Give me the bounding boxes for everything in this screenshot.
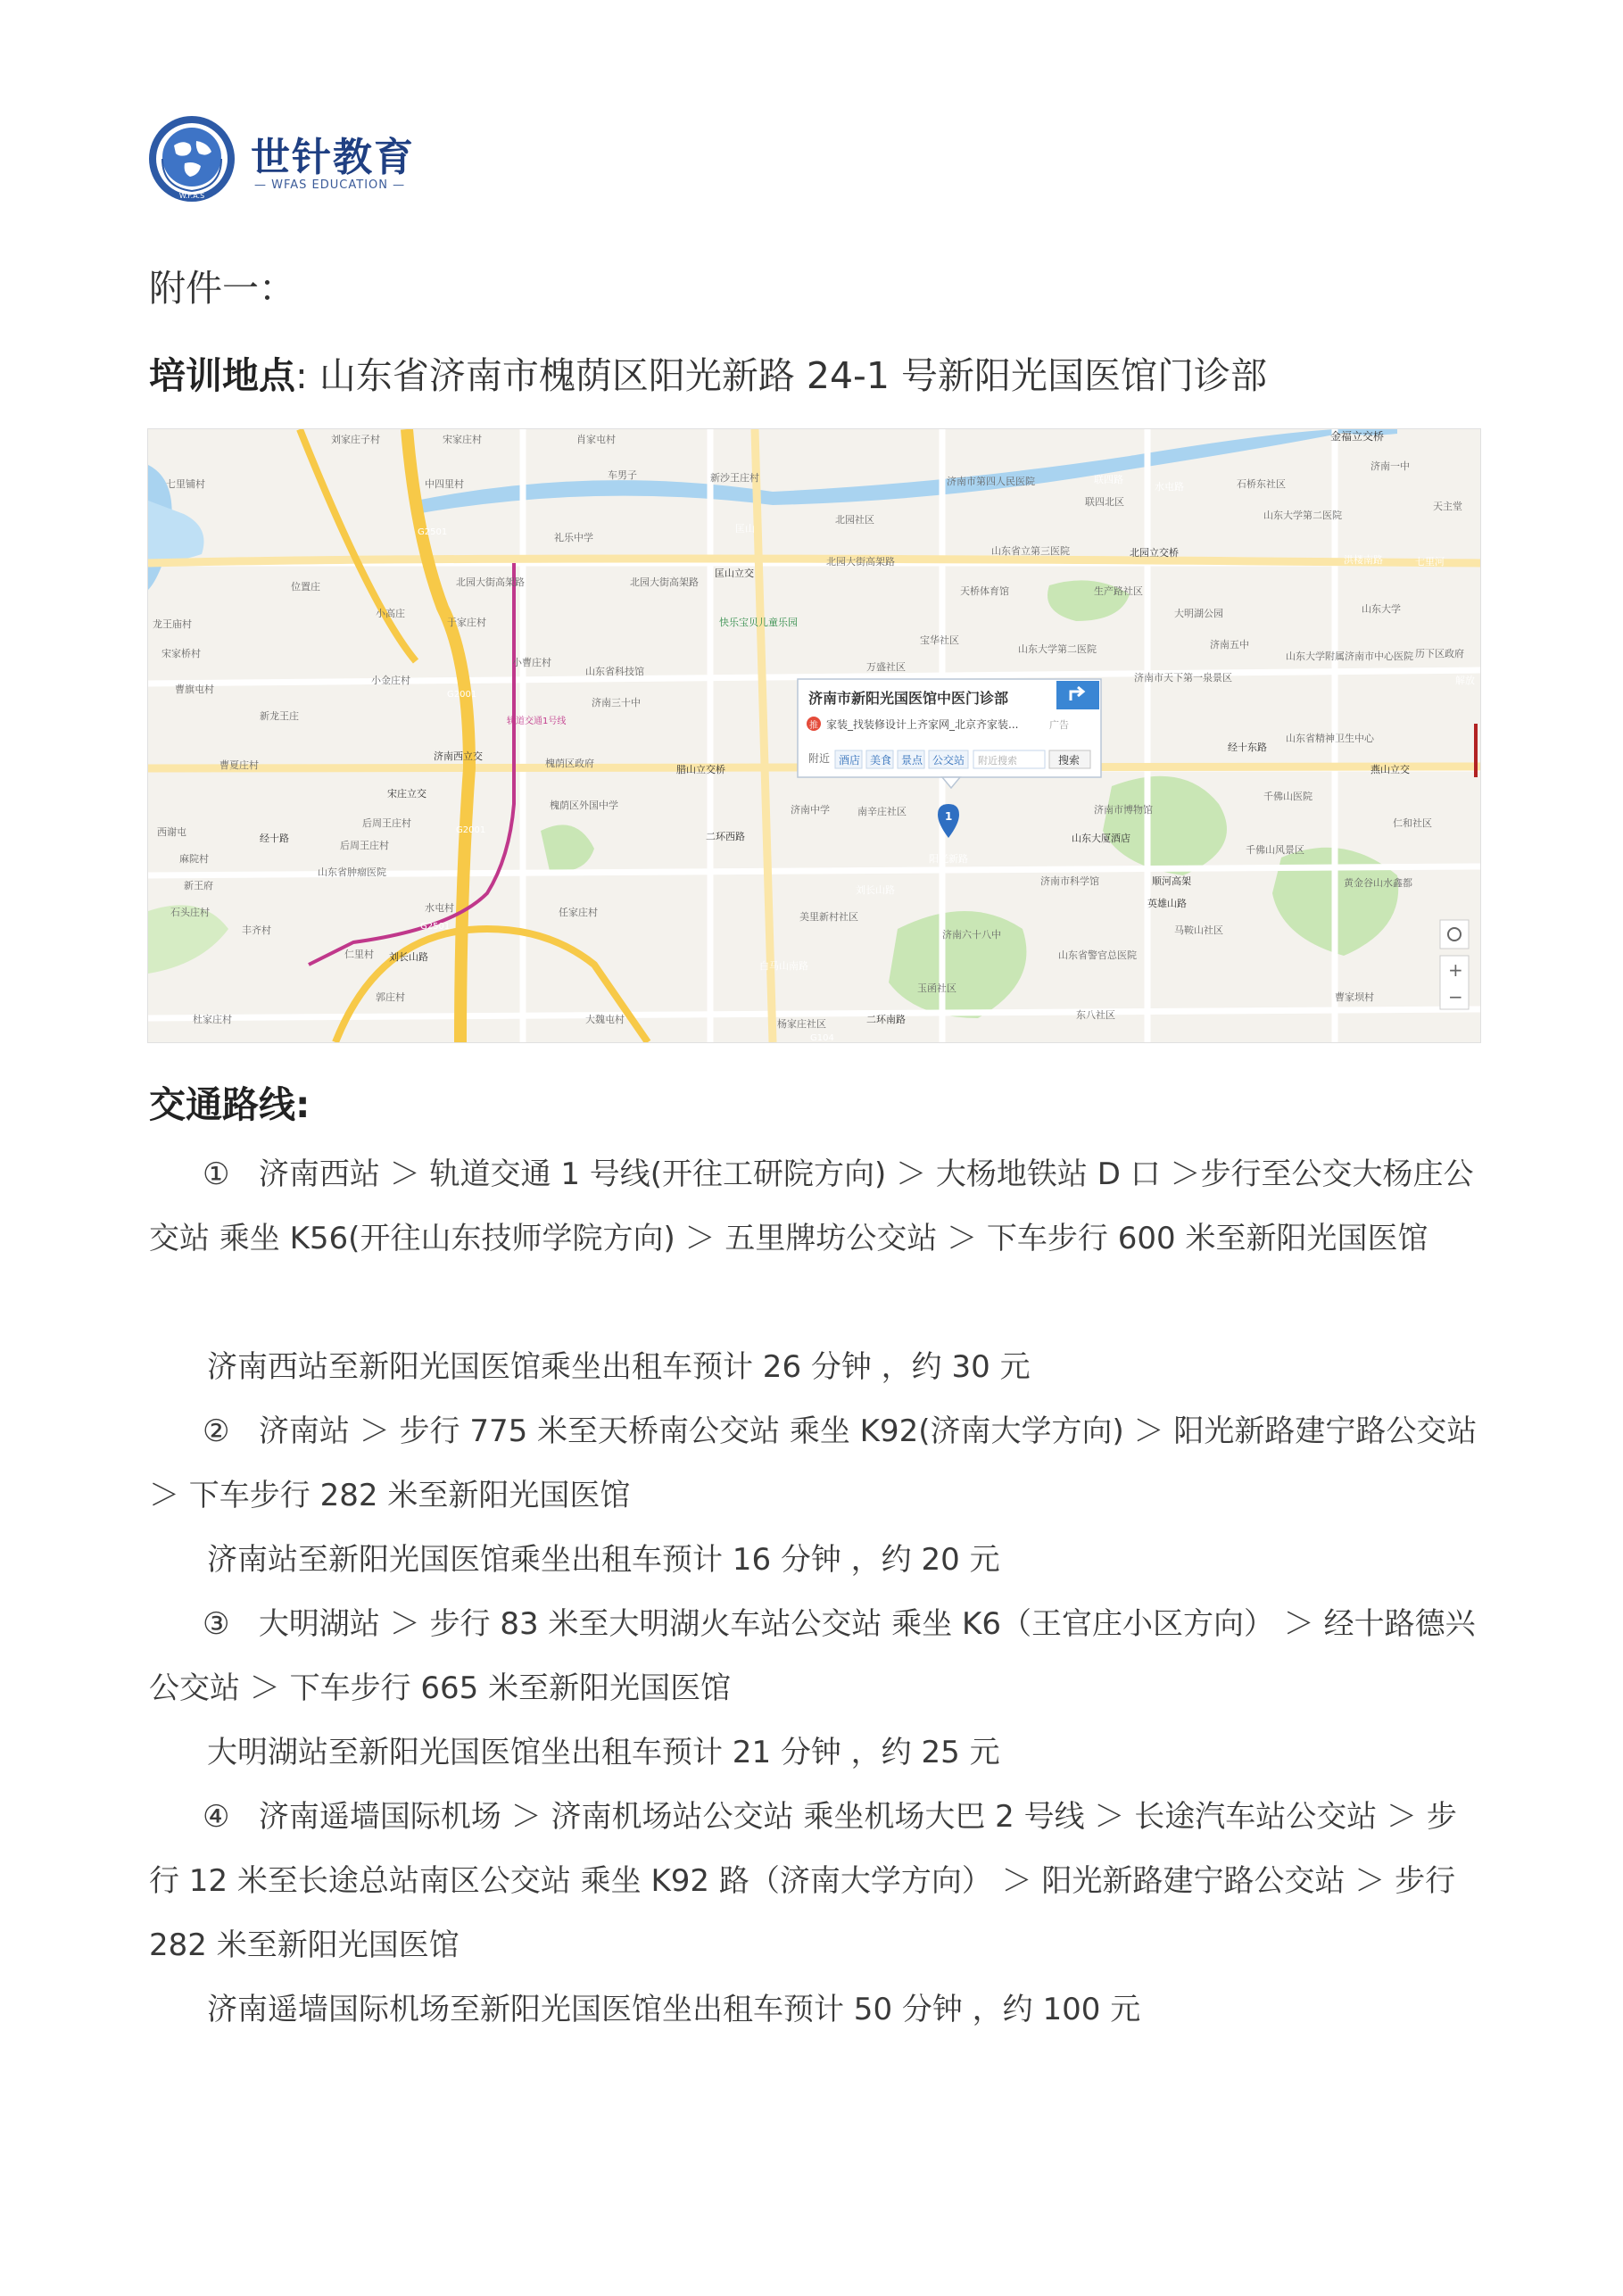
map-label: 经十东路 xyxy=(1228,742,1267,753)
popup-ad-text[interactable]: 家装_找装修设计上齐家网_北京齐家装... xyxy=(826,718,1019,731)
map-label: 联四北区 xyxy=(1085,496,1124,508)
map-label: 杜家庄村 xyxy=(193,1014,232,1025)
map-label: 西谢屯 xyxy=(157,826,186,838)
map-label: 刘长山路 xyxy=(389,951,428,963)
map-label: G2501 xyxy=(418,527,448,537)
globe-text: W.F.A.S xyxy=(178,192,205,200)
map-label: 生产路社区 xyxy=(1094,585,1143,597)
brand-logo xyxy=(147,114,468,212)
route-description: 济南站 ＞ 步行 775 米至天桥南公交站 乘坐 K92(济南大学方向) ＞ 阳光新路建宁路公交站 ＞ 下车步行 282 米至新阳光国医馆 xyxy=(149,1413,1478,1513)
map-label: 小曹庄村 xyxy=(512,657,551,668)
map-label: 大明湖公园 xyxy=(1174,608,1223,619)
map-label: 万盛社区 xyxy=(866,661,906,673)
location-map[interactable] xyxy=(147,428,1481,1043)
map-label: 北园社区 xyxy=(835,514,874,526)
map-label: 美里新村社区 xyxy=(799,911,858,923)
map-label: 千佛山医院 xyxy=(1263,791,1312,802)
route-2-text xyxy=(149,1399,1482,1528)
map-label: 金福立交桥 xyxy=(1330,430,1385,443)
map-label: 二环西路 xyxy=(706,831,745,842)
map-label: 七里铺村 xyxy=(166,478,205,490)
map-label: 水屯路 xyxy=(1155,481,1184,493)
map-label: 山东大厦酒店 xyxy=(1072,833,1130,844)
map-label: 礼乐中学 xyxy=(554,532,593,543)
map-label: 仁里村 xyxy=(344,949,374,960)
route-marker: ③ xyxy=(203,1606,230,1642)
map-label: 联四路 xyxy=(1094,474,1123,485)
map-label: 山东省警官总医院 xyxy=(1058,949,1137,961)
map-label: 北园大街高架路 xyxy=(456,576,525,588)
map-label: 新沙王庄村 xyxy=(710,472,759,484)
map-label: 快乐宝贝儿童乐园 xyxy=(719,617,798,628)
category-hotel-label: 酒店 xyxy=(839,754,861,767)
map-label: 宋庄立交 xyxy=(387,788,426,800)
map-label: 济南西立交 xyxy=(434,750,483,762)
route-4-taxi: 济南遥墙国际机场至新阳光国医馆坐出租车预计 50 分钟 ，约 100 元 xyxy=(207,1992,1141,2027)
map-label: 郭庄村 xyxy=(376,991,405,1003)
map-label: 小金庄村 xyxy=(371,675,410,686)
route-description: 济南西站 ＞ 轨道交通 1 号线(开往工研院方向) ＞ 大杨地铁站 D 口 ＞步行至公交大杨庄公交站 乘坐 K56(开往山东技师学院方向) ＞ 五里牌坊公交站 ＞ 下车步行 600 米至新阳光国医馆 xyxy=(149,1156,1474,1256)
map-label: 济南市天下第一泉景区 xyxy=(1134,672,1232,684)
map-label: 二环南路 xyxy=(866,1014,906,1025)
location-address: : 山东省济南市槐荫区阳光新路 24-1 号新阳光国医馆门诊部 xyxy=(295,354,1267,397)
route-1-text xyxy=(149,1142,1482,1271)
logo-name: 世针教育 xyxy=(251,135,415,180)
map-label: 中四里村 xyxy=(425,478,464,490)
map-label: 山东大学第二医院 xyxy=(1263,510,1342,521)
map-label: 北园立交桥 xyxy=(1130,547,1179,559)
map-label: G104 xyxy=(810,1033,834,1042)
map-label: 七里河 xyxy=(1415,556,1445,568)
map-label: 杨家庄社区 xyxy=(777,1018,826,1030)
map-label: 刘家庄子村 xyxy=(331,434,380,445)
map-label: 山东大学第二医院 xyxy=(1018,643,1097,655)
map-label: 济南六十八中 xyxy=(942,929,1001,941)
map-label: 马鞍山社区 xyxy=(1174,924,1223,936)
map-label: 宋家桥村 xyxy=(161,648,201,659)
map-label: 山东大学附属济南市中心医院 xyxy=(1286,651,1413,662)
map-label: 腊山立交桥 xyxy=(676,764,725,775)
route-description: 大明湖站 ＞ 步行 83 米至大明湖火车站公交站 乘坐 K6（王官庄小区方向） ＞ 经十路德兴公交站 ＞ 下车步行 665 米至新阳光国医馆 xyxy=(149,1606,1476,1706)
map-label: 曹旗屯村 xyxy=(175,684,214,695)
map-label: 槐荫区外国中学 xyxy=(550,800,618,811)
locate-button[interactable] xyxy=(1440,920,1469,949)
map-label: 大魏屯村 xyxy=(585,1014,625,1025)
map-label: 后周王庄村 xyxy=(362,817,411,829)
map-label: 石桥东社区 xyxy=(1237,478,1286,490)
map-label: 麻院村 xyxy=(179,853,209,865)
map-label: 顺河高架 xyxy=(1152,875,1191,887)
map-label: 经十路 xyxy=(260,833,289,844)
map-label: 石头庄村 xyxy=(170,907,210,918)
map-label: 任家庄村 xyxy=(559,907,598,918)
popup-ad-tag: 广告 xyxy=(1049,719,1069,731)
map-label: 肖家屯村 xyxy=(576,434,616,445)
route-marker: ① xyxy=(203,1156,230,1192)
map-label: 山东省精神卫生中心 xyxy=(1286,733,1374,744)
location-label: 培训地点 xyxy=(149,354,295,397)
map-label: 北园大街高架路 xyxy=(826,556,895,568)
zoom-out-button[interactable]: − xyxy=(1448,986,1463,1007)
map-label: 轨道交通1号线 xyxy=(507,717,567,726)
category-bus-label: 公交站 xyxy=(932,754,965,767)
training-location xyxy=(149,346,1267,399)
map-label: 白马山南路 xyxy=(759,960,808,972)
map-label: 刘长山路 xyxy=(856,884,895,896)
map-label: 洪楼南路 xyxy=(1344,554,1383,566)
map-label: 宝华社区 xyxy=(920,634,959,646)
map-label: 天主堂 xyxy=(1433,501,1462,512)
map-label: 北园大街高架路 xyxy=(630,576,699,588)
map-label: 匡山 xyxy=(735,523,755,535)
map-label: 济南市第四人民医院 xyxy=(947,476,1035,487)
route-2-taxi: 济南站至新阳光国医馆乘坐出租车预计 16 分钟 ，约 20 元 xyxy=(207,1542,1000,1578)
map-popup[interactable] xyxy=(798,679,1101,788)
map-label: 后周王庄村 xyxy=(340,840,389,851)
nearby-search-placeholder: 附近搜索 xyxy=(978,755,1017,767)
map-label: G2001 xyxy=(447,690,477,700)
map-label: 龙王庙村 xyxy=(153,618,192,630)
ad-badge: 推 xyxy=(809,721,818,731)
map-label: 东八社区 xyxy=(1076,1009,1115,1021)
map-label: 阳光新路 xyxy=(929,853,968,865)
route-4-text xyxy=(149,1785,1482,1977)
route-3-text xyxy=(149,1592,1482,1720)
map-label: 匡山立交 xyxy=(715,568,754,579)
map-label: 于家庄村 xyxy=(447,617,486,628)
attachment-heading: 附件一： xyxy=(149,267,295,310)
map-label: 车男子 xyxy=(608,469,637,481)
map-label: 英雄山路 xyxy=(1147,898,1187,909)
category-sights-label: 景点 xyxy=(901,754,923,767)
category-food-label: 美食 xyxy=(870,754,892,767)
map-label: 宋家庄村 xyxy=(443,434,482,445)
map-label: 山东省科技馆 xyxy=(585,666,644,677)
map-label: 曹夏庄村 xyxy=(219,759,259,771)
map-label: 济南五中 xyxy=(1210,639,1249,651)
route-3-taxi: 大明湖站至新阳光国医馆坐出租车预计 21 分钟 ，约 25 元 xyxy=(207,1735,1000,1770)
popup-nearby-label: 附近 xyxy=(808,752,831,765)
route-marker: ② xyxy=(203,1413,230,1449)
map-label: 玉函社区 xyxy=(917,982,956,994)
map-label: 解放 xyxy=(1455,675,1475,686)
zoom-in-button[interactable]: + xyxy=(1448,959,1463,981)
map-label: 曹家坝村 xyxy=(1335,991,1374,1003)
map-label: G2501 xyxy=(420,922,451,932)
globe-logo-icon xyxy=(147,114,236,203)
map-label: 黄金谷山水鑫都 xyxy=(1344,877,1412,889)
map-scroll-handle[interactable] xyxy=(1474,724,1478,777)
map-label: 仁和社区 xyxy=(1393,817,1432,829)
popup-title: 济南市新阳光国医馆中医门诊部 xyxy=(808,690,1009,707)
map-label: 济南一中 xyxy=(1370,460,1410,472)
map-label: 山东省肿瘤医院 xyxy=(318,866,386,878)
map-label: 山东省立第三医院 xyxy=(991,545,1070,557)
routes-heading: 交通路线: xyxy=(149,1083,311,1126)
marker-label: 1 xyxy=(945,810,953,823)
nearby-search-button-label: 搜索 xyxy=(1058,754,1081,767)
map-label: 丰齐村 xyxy=(242,924,271,936)
route-marker: ④ xyxy=(203,1799,230,1835)
logo-subtitle: — WFAS EDUCATION — xyxy=(254,178,406,192)
map-label: 水屯村 xyxy=(425,902,454,914)
map-label: 山东大学 xyxy=(1362,603,1401,615)
map-label: 济南市博物馆 xyxy=(1094,804,1153,816)
map-label: 济南市科学馆 xyxy=(1040,875,1099,887)
map-label: 济南三十中 xyxy=(592,697,641,709)
map-label: 新龙王庄 xyxy=(260,710,299,722)
map-label: 位置庄 xyxy=(291,581,320,593)
map-label: 千佛山风景区 xyxy=(1246,844,1304,856)
map-label: 新王府 xyxy=(184,880,213,891)
map-label: 济南中学 xyxy=(791,804,830,816)
map-canvas[interactable] xyxy=(148,429,1480,1042)
map-label: 历下区政府 xyxy=(1415,648,1464,659)
map-label: G2001 xyxy=(456,825,486,835)
route-description: 济南遥墙国际机场 ＞ 济南机场站公交站 乘坐机场大巴 2 号线 ＞ 长途汽车站公交站 ＞ 步行 12 米至长途总站南区公交站 乘坐 K92 路（济南大学方向） ＞ 阳光新路建宁路公交站 ＞ 步行 282 米至新阳光国医馆 xyxy=(149,1799,1457,1963)
map-label: 燕山立交 xyxy=(1370,764,1410,775)
map-label: 小高庄 xyxy=(376,608,405,619)
map-label: 天桥体育馆 xyxy=(960,585,1009,597)
route-1-taxi: 济南西站至新阳光国医馆乘坐出租车预计 26 分钟 ，约 30 元 xyxy=(207,1349,1031,1385)
map-label: 槐荫区政府 xyxy=(545,758,594,769)
map-label: 南辛庄社区 xyxy=(857,806,907,817)
